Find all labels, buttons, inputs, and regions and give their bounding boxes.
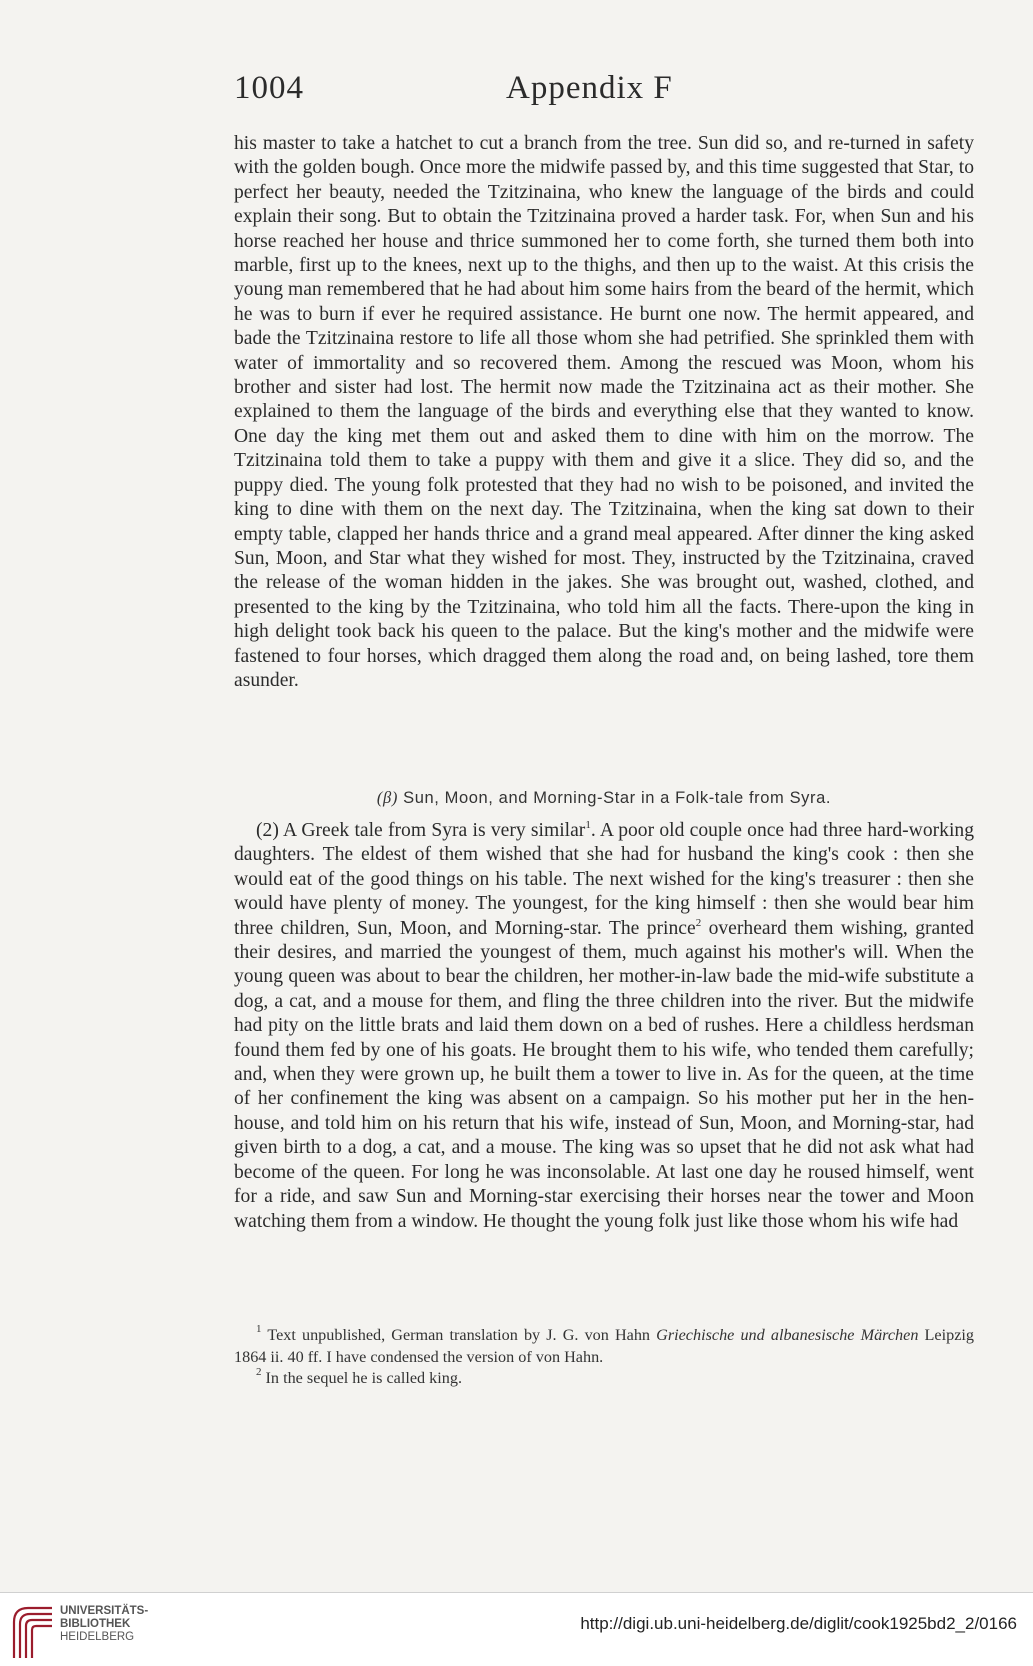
footnote-1 — [234, 1325, 974, 1368]
paragraph-2-part-b: . A poor old couple once had three hard-working daughters. The eldest of them wished that she had for husband the king's cook : then she would eat of the good things on his table. The next wished for the king's treasurer : then she would have plenty of money. The youngest, for the king himself : then she would bear him three children, Sun, Moon, and Morning-star. The prince — [234, 820, 974, 939]
footnote-ref-2[interactable]: 2 — [695, 916, 702, 929]
section-marker: (β) — [376, 788, 398, 807]
footnote-2 — [234, 1368, 974, 1390]
footnote-1-marker: 1 — [256, 1323, 262, 1335]
library-logo-icon — [8, 1602, 56, 1660]
paragraph-2 — [234, 819, 974, 1234]
page-header — [234, 70, 974, 120]
footnote-2-text: In the sequel he is called king. — [265, 1369, 462, 1387]
paragraph-1: his master to take a hatchet to cut a branch from the tree. Sun did so, and re-turned in safety with the golden bough. Once more the midwife passed by, and this time suggested that Star, to perfect her beauty, needed the Tzitzinaina, who knew the language of the birds and could explain their song. But to obtain the Tzitzinaina proved a harder task. For, when Sun and his horse reached her house and thrice summoned her to come forth, she turned them both into marble, first up to the knees, next up to the thighs, and then up to the waist. At this crisis the young man remembered that he had about him some hairs from the beard of the hermit, which he was to burn if ever he required assistance. He burnt one now. The hermit appeared, and bade the Tzitzinaina restore to life all those whom she had petrified. She sprinkled them with water of immortality and so recovered them. Among the rescued was Moon, whom his brother and sister had lost. The hermit now made the Tzitzinaina act as their mother. She explained to them the language of the birds and everything else that they wanted to know. One day the king met them out and asked them to dine with him on the morrow. The Tzitzinaina told them to take a puppy with them and give it a slice. They did so, and the puppy died. The young folk protested that they had no wish to be poisoned, and invited the king to dine with them on the next day. The Tzitzinaina, when the king sat down to their empty table, clapped her hands thrice and a grand meal appeared. After dinner the king asked Sun, Moon, and Star what they wished for most. They, instructed by the Tzitzinaina, craved the release of the woman hidden in the jakes. She was brought out, washed, clothed, and presented to the king by the Tzitzinaina, who told him all the facts. There-upon the king in high delight took back his queen to the palace. But the king's mother and the midwife were fastened to four horses, which dragged them along the road and, on being lashed, tore them asunder. — [234, 133, 974, 691]
footnotes — [234, 1325, 974, 1390]
footnote-1-title: Griechische und albanesische Märchen — [656, 1326, 919, 1344]
footnote-2-marker: 2 — [256, 1366, 262, 1378]
footnote-1-text-b: Leipzig 1864 ii. 40 ff. I have condensed the version of von Hahn. — [234, 1326, 974, 1366]
footer-bar — [0, 1592, 1033, 1666]
footer-divider — [0, 1592, 1033, 1593]
section-title: Sun, Moon, and Morning-Star in a Folk-tale from Syra. — [403, 789, 832, 807]
paragraph-2-part-c: overheard them wishing, granted their desires, and married the youngest of them, much against his mother's will. When the young queen was about to bear the children, her mother-in-law bade the mid-wife substitute a dog, a cat, and a mouse for them, and fling the three children into the river. But the midwife had pity on the little brats and laid them down on a bed of rushes. Here a childless herdsman found them fed by one of his goats. He brought them to his wife, who tended them carefully; and, when they were grown up, he built them a tower to live in. As for the queen, at the time of her confinement the king was absent on a campaign. So his mother put her in the hen-house, and told him on his return that his wife, instead of Sun, Moon, and Morning-star, had given birth to a dog, a cat, and a mouse. The king was so upset that he did not ask what had become of the queen. For long he was inconsolable. At last one day he roused himself, went for a ride, and saw Sun and Morning-star exercising their horses near the tower and Moon watching them from a window. He thought the young folk just like those whom his wife had — [234, 917, 974, 1232]
page-number: 1004 — [234, 70, 304, 106]
footnote-ref-1[interactable]: 1 — [585, 819, 591, 831]
paragraph-2-part-a: (2) A Greek tale from Syra is very similar — [256, 820, 586, 841]
running-title: Appendix F — [506, 70, 673, 106]
footnote-1-text-a: Text unpublished, German translation by J. G. von Hahn — [267, 1326, 657, 1344]
library-name-line-2: BIBLIOTHEK — [60, 1618, 131, 1630]
section-heading — [234, 788, 974, 808]
library-name — [60, 1605, 148, 1644]
library-name-line-1: UNIVERSITÄTS- — [60, 1605, 149, 1617]
body-text-syra — [234, 819, 974, 1234]
body-text-continued — [234, 132, 974, 693]
library-name-line-3: HEIDELBERG — [60, 1631, 135, 1643]
source-url-link[interactable]: http://digi.ub.uni-heidelberg.de/diglit/cook1925bd2_2/0166 — [580, 1614, 1017, 1633]
